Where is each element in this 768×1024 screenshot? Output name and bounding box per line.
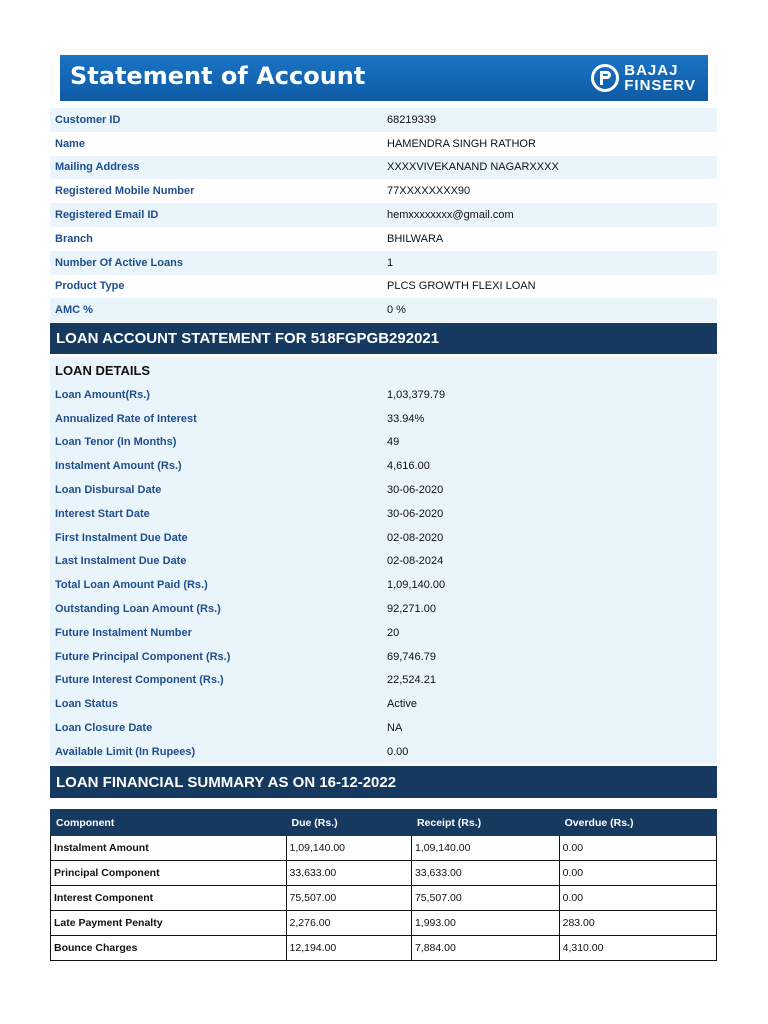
detail-label: Interest Start Date (55, 507, 150, 520)
info-row (50, 203, 717, 227)
loan-detail-row (50, 454, 717, 478)
bajaj-finserv-logo (591, 62, 696, 94)
detail-label: Outstanding Loan Amount (Rs.) (55, 603, 221, 616)
header-banner (60, 55, 708, 101)
loan-detail-row (50, 621, 717, 645)
info-row (50, 275, 717, 299)
loan-detail-row (50, 645, 717, 669)
table-row (51, 911, 717, 936)
detail-label: Available Limit (In Rupees) (55, 745, 196, 758)
column-header: Component (51, 810, 287, 836)
info-value: 68219339 (387, 113, 436, 126)
table-row (51, 836, 717, 861)
loan-detail-row (50, 407, 717, 431)
brand-line-2: FINSERV (624, 77, 696, 94)
component-cell: Late Payment Penalty (51, 911, 287, 936)
info-value: BHILWARA (387, 232, 444, 245)
detail-label: Annualized Rate of Interest (55, 412, 197, 425)
info-label: Number Of Active Loans (55, 256, 183, 269)
receipt-cell: 1,09,140.00 (411, 836, 559, 861)
receipt-cell: 75,507.00 (411, 886, 559, 911)
detail-value: 69,746.79 (387, 650, 436, 663)
overdue-cell: 0.00 (559, 886, 716, 911)
overdue-cell: 283.00 (559, 911, 716, 936)
info-row (50, 108, 717, 132)
info-value: XXXXVIVEKANAND NAGARXXXX (387, 161, 559, 174)
detail-value: 4,616.00 (387, 460, 430, 473)
table-row (51, 861, 717, 886)
overdue-cell: 0.00 (559, 836, 716, 861)
info-row (50, 298, 717, 322)
column-header: Receipt (Rs.) (411, 810, 559, 836)
detail-value: 02-08-2024 (387, 555, 444, 568)
loan-detail-row (50, 669, 717, 693)
table-row (51, 936, 717, 961)
loan-detail-row (50, 431, 717, 455)
overdue-cell: 0.00 (559, 861, 716, 886)
info-label: Name (55, 137, 85, 150)
detail-value: 33.94% (387, 412, 425, 425)
detail-value: 1,09,140.00 (387, 579, 446, 592)
loan-detail-row (50, 740, 717, 764)
due-cell: 33,633.00 (286, 861, 411, 886)
info-value: 0 % (387, 304, 406, 317)
info-row (50, 227, 717, 251)
detail-value: 1,03,379.79 (387, 388, 446, 401)
loan-detail-row (50, 383, 717, 407)
detail-label: Future Instalment Number (55, 626, 192, 639)
info-label: Registered Mobile Number (55, 185, 195, 198)
info-label: AMC % (55, 304, 93, 317)
info-value: HAMENDRA SINGH RATHOR (387, 137, 536, 150)
financial-summary-heading: LOAN FINANCIAL SUMMARY AS ON 16-12-2022 (50, 766, 717, 798)
loan-statement-heading: LOAN ACCOUNT STATEMENT FOR 518FGPGB292021 (50, 323, 717, 354)
detail-value: Active (387, 698, 417, 711)
info-label: Mailing Address (55, 161, 140, 174)
detail-label: Future Principal Component (Rs.) (55, 650, 231, 663)
detail-value: 0.00 (387, 745, 409, 758)
component-cell: Bounce Charges (51, 936, 287, 961)
loan-detail-row (50, 597, 717, 621)
due-cell: 75,507.00 (286, 886, 411, 911)
detail-value: 20 (387, 626, 400, 639)
detail-label: Loan Status (55, 698, 118, 711)
loan-detail-row (50, 692, 717, 716)
loan-details (50, 357, 717, 764)
receipt-cell: 33,633.00 (411, 861, 559, 886)
financial-summary-table (50, 809, 717, 961)
detail-value: 30-06-2020 (387, 507, 444, 520)
detail-value: 30-06-2020 (387, 484, 444, 497)
info-row (50, 156, 717, 180)
loan-detail-row (50, 502, 717, 526)
info-value: PLCS GROWTH FLEXI LOAN (387, 280, 536, 293)
detail-label: First Instalment Due Date (55, 531, 188, 544)
loan-details-heading: LOAN DETAILS (55, 362, 151, 378)
detail-label: Instalment Amount (Rs.) (55, 460, 182, 473)
brand-line-1: BAJAJ (624, 62, 679, 79)
detail-value: 92,271.00 (387, 603, 436, 616)
overdue-cell: 4,310.00 (559, 936, 716, 961)
loan-detail-row (50, 573, 717, 597)
detail-value: 02-08-2020 (387, 531, 444, 544)
bajaj-logo-icon (591, 64, 619, 92)
detail-label: Total Loan Amount Paid (Rs.) (55, 579, 208, 592)
info-value: 77XXXXXXXX90 (387, 185, 471, 198)
loan-detail-row (50, 526, 717, 550)
column-header: Due (Rs.) (286, 810, 411, 836)
detail-label: Loan Disbursal Date (55, 484, 162, 497)
info-label: Registered Email ID (55, 209, 159, 222)
column-header: Overdue (Rs.) (559, 810, 716, 836)
receipt-cell: 7,884.00 (411, 936, 559, 961)
info-row (50, 132, 717, 156)
info-row (50, 179, 717, 203)
table-header-row (51, 810, 717, 836)
loan-detail-row (50, 716, 717, 740)
component-cell: Instalment Amount (51, 836, 287, 861)
detail-value: 49 (387, 436, 400, 449)
info-row (50, 251, 717, 275)
info-label: Branch (55, 232, 93, 245)
loan-detail-row (50, 478, 717, 502)
component-cell: Principal Component (51, 861, 287, 886)
detail-label: Future Interest Component (Rs.) (55, 674, 224, 687)
info-label: Customer ID (55, 113, 121, 126)
info-label: Product Type (55, 280, 125, 293)
due-cell: 1,09,140.00 (286, 836, 411, 861)
due-cell: 12,194.00 (286, 936, 411, 961)
detail-label: Loan Amount(Rs.) (55, 388, 150, 401)
component-cell: Interest Component (51, 886, 287, 911)
page-title: Statement of Account (70, 62, 366, 90)
info-value: hemxxxxxxxx@gmail.com (387, 209, 514, 222)
due-cell: 2,276.00 (286, 911, 411, 936)
info-value: 1 (387, 256, 394, 269)
customer-info (50, 108, 717, 322)
detail-label: Last Instalment Due Date (55, 555, 187, 568)
loan-detail-row (50, 550, 717, 574)
detail-value: NA (387, 722, 403, 735)
detail-label: Loan Tenor (In Months) (55, 436, 177, 449)
detail-label: Loan Closure Date (55, 722, 153, 735)
table-row (51, 886, 717, 911)
receipt-cell: 1,993.00 (411, 911, 559, 936)
detail-value: 22,524.21 (387, 674, 436, 687)
